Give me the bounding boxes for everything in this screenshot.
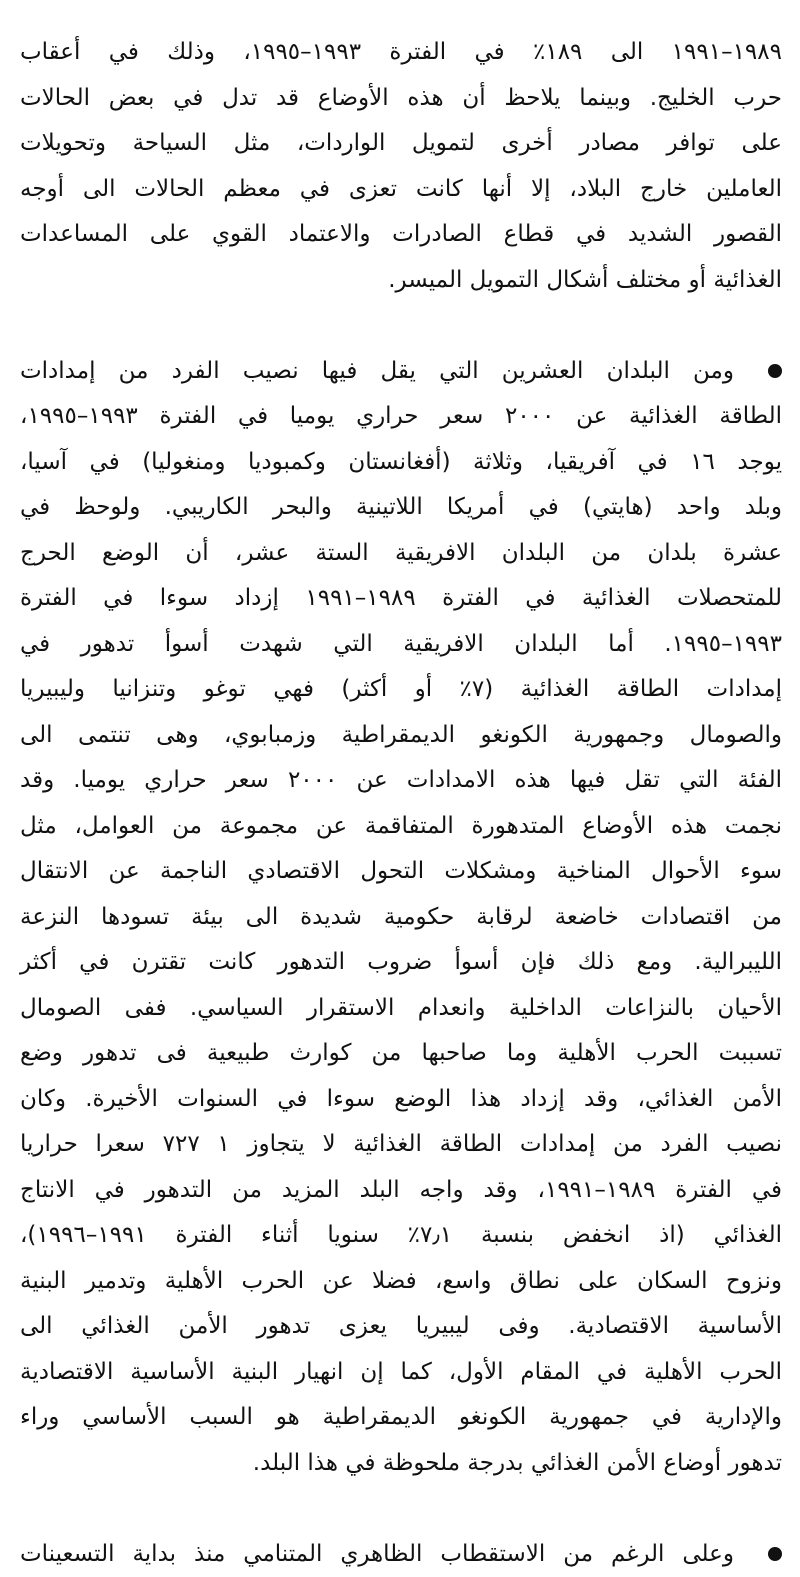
- text-line: يوجد ١٦ في آفريقيا، وثلاثة (أفغانستان وكمبوديا ومنغوليا) في آسيا،: [20, 440, 782, 486]
- text-line: العاملين خارج البلاد، إلا أنها كانت تعزى في معظم الحالات الى أوجه: [20, 167, 782, 213]
- paragraph-2: [20, 349, 782, 1487]
- bullet-icon: [768, 364, 782, 378]
- text-line: نصيب الفرد من إمدادات الطاقة الغذائية لا يتجاوز ١ ٧٢٧ سعرا حراريا: [20, 1122, 782, 1168]
- text-line: والصومال وجمهورية الكونغو الديمقراطية وزمبابوي، وهى تنتمى الى: [20, 713, 782, 759]
- text-line: ومن البلدان العشرين التي يقل فيها نصيب الفرد من إمدادات: [20, 358, 734, 384]
- text-line: الحرب الأهلية في المقام الأول، كما إن انهيار البنية الأساسية الاقتصادية: [20, 1350, 782, 1396]
- text-line: من اقتصادات خاضعة لرقابة حكومية شديدة الى بيئة تسودها النزعة: [20, 895, 782, 941]
- text-line: وعلى الرغم من الاستقطاب الظاهري المتنامي منذ بداية التسعينات: [20, 1541, 734, 1567]
- text-line: والإدارية في جمهورية الكونغو الديمقراطية هو السبب الأساسي وراء: [20, 1395, 782, 1441]
- text-line: القصور الشديد في قطاع الصادرات والاعتماد القوي على المساعدات: [20, 212, 782, 258]
- text-line: إمدادات الطاقة الغذائية (٧٪ أو أكثر) فهي توغو وتنزانيا وليبيريا: [20, 667, 782, 713]
- text-line: نجمت هذه الأوضاع المتدهورة المتفاقمة عن مجموعة من العوامل، مثل: [20, 804, 782, 850]
- text-line: عشرة بلدان من البلدان الافريقية الستة عشر، أن الوضع الحرج: [20, 531, 782, 577]
- text-line: وبلد واحد (هايتي) في أمريكا اللاتينية والبحر الكاريبي. ولوحظ في: [20, 485, 782, 531]
- text-line: ١٩٨٩–١٩٩١ الى ١٨٩٪ في الفترة ١٩٩٣–١٩٩٥، وذلك في أعقاب: [20, 30, 782, 76]
- paragraph-spacer: [20, 303, 782, 349]
- bullet-icon: [768, 1547, 782, 1561]
- text-line: في الفترة ١٩٨٩–١٩٩١، وقد واجه البلد المزيد من التدهور في الانتاج: [20, 1168, 782, 1214]
- text-line: ونزوح السكان على نطاق واسع، فضلا عن الحرب الأهلية وتدمير البنية: [20, 1259, 782, 1305]
- text-line: حرب الخليج. وبينما يلاحظ أن هذه الأوضاع قد تدل في بعض الحالات: [20, 76, 782, 122]
- text-line: تدهور أوضاع الأمن الغذائي بدرجة ملحوظة في هذا البلد.: [20, 1441, 782, 1487]
- text-line: الأساسية الاقتصادية. وفى ليبيريا يعزى تدهور الأمن الغذائي الى: [20, 1304, 782, 1350]
- text-line: للمتحصلات الغذائية في الفترة ١٩٨٩–١٩٩١ إزداد سوءا في الفترة: [20, 576, 782, 622]
- bullet-line: [20, 349, 782, 395]
- bullet-line: [20, 1532, 782, 1577]
- text-line: ١٩٩٣–١٩٩٥. أما البلدان الافريقية التي شهدت أسوأ تدهور في: [20, 622, 782, 668]
- paragraph-3: [20, 1532, 782, 1577]
- text-line: الأحيان بالنزاعات الداخلية وانعدام الاستقرار السياسي. ففى الصومال: [20, 986, 782, 1032]
- text-line: سوء الأحوال المناخية ومشكلات التحول الاقتصادي الناجمة عن الانتقال: [20, 849, 782, 895]
- text-line: تسببت الحرب الأهلية وما صاحبها من كوارث طبيعية فى تدهور وضع: [20, 1031, 782, 1077]
- text-line: الغذائي (اذ انخفض بنسبة ٧٫١٪ سنويا أثناء الفترة ١٩٩١–١٩٩٦)،: [20, 1213, 782, 1259]
- paragraph-1: [20, 30, 782, 303]
- text-line: الفئة التي تقل فيها هذه الامدادات عن ٢٠٠٠ سعر حراري يوميا. وقد: [20, 758, 782, 804]
- text-line: الغذائية أو مختلف أشكال التمويل الميسر.: [20, 258, 782, 304]
- text-line: الطاقة الغذائية عن ٢٠٠٠ سعر حراري يوميا في الفترة ١٩٩٣–١٩٩٥،: [20, 394, 782, 440]
- text-line: على توافر مصادر أخرى لتمويل الواردات، مثل السياحة وتحويلات: [20, 121, 782, 167]
- text-line: الليبرالية. ومع ذلك فإن أسوأ ضروب التدهور كانت تقترن في أكثر: [20, 940, 782, 986]
- document-page: [20, 30, 782, 1577]
- paragraph-spacer: [20, 1486, 782, 1532]
- text-line: الأمن الغذائي، وقد إزداد هذا الوضع سوءا في السنوات الأخيرة. وكان: [20, 1077, 782, 1123]
